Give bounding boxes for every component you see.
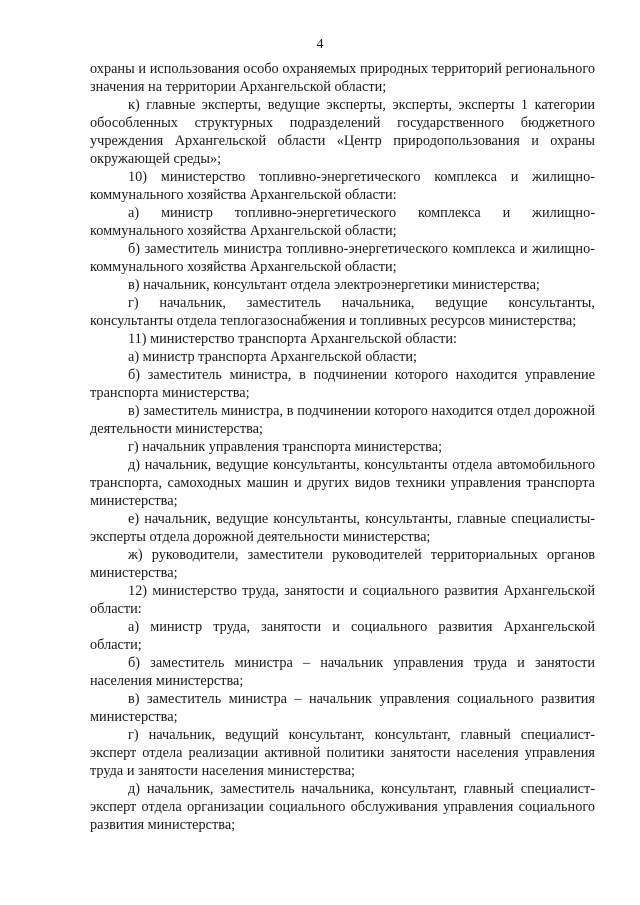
paragraph: а) министр топливно-энергетического комплекса и жилищно-коммунального хозяйства Архангельской области; — [90, 205, 595, 239]
paragraph: г) начальник, ведущий консультант, консультант, главный специалист-эксперт отдела реализации активной политики занятости населения управления труда и занятости населения министерства; — [90, 727, 595, 779]
paragraph: в) заместитель министра – начальник управления социального развития министерства; — [90, 691, 595, 725]
paragraph: а) министр труда, занятости и социального развития Архангельской области; — [90, 619, 595, 653]
paragraph: б) заместитель министра, в подчинении которого находится управление транспорта министерства; — [90, 367, 595, 401]
paragraph: охраны и использования особо охраняемых природных территорий регионального значения на территории Архангельской области; — [90, 61, 595, 95]
paragraph: ж) руководители, заместители руководителей территориальных органов министерства; — [90, 547, 595, 581]
paragraph: г) начальник управления транспорта министерства; — [128, 439, 443, 455]
paragraph: 10) министерство топливно-энергетического комплекса и жилищно-коммунального хозяйства Архангельской области: — [90, 169, 595, 203]
paragraph: г) начальник, заместитель начальника, ведущие консультанты, консультанты отдела теплогазоснабжения и топливных ресурсов министерства; — [90, 295, 595, 329]
page-number: 4 — [316, 37, 324, 52]
paragraph: б) заместитель министра – начальник управления труда и занятости населения министерства; — [90, 655, 595, 689]
paragraph: д) начальник, заместитель начальника, консультант, главный специалист-эксперт отдела организации социального обслуживания управления социального развития министерства; — [90, 781, 595, 833]
paragraph: 12) министерство труда, занятости и социального развития Архангельской области: — [90, 583, 595, 617]
paragraph: в) заместитель министра, в подчинении которого находится отдел дорожной деятельности министерства; — [90, 403, 595, 437]
paragraph: в) начальник, консультант отдела электроэнергетики министерства; — [128, 277, 540, 293]
paragraph: 11) министерство транспорта Архангельской области: — [128, 331, 457, 347]
paragraph: д) начальник, ведущие консультанты, консультанты отдела автомобильного транспорта, самоходных машин и других видов техники управления транспорта министерства; — [90, 457, 595, 509]
paragraph: к) главные эксперты, ведущие эксперты, эксперты, эксперты 1 категории обособленных структурных подразделений государственного бюджетного учреждения Архангельской области «Центр природопользования и охраны окружающей среды»; — [90, 97, 595, 167]
paragraph: а) министр транспорта Архангельской области; — [128, 349, 417, 365]
paragraph: б) заместитель министра топливно-энергетического комплекса и жилищно-коммунального хозяйства Архангельской области; — [90, 241, 595, 275]
document-body — [90, 60, 595, 834]
paragraph: е) начальник, ведущие консультанты, консультанты, главные специалисты-эксперты отдела дорожной деятельности министерства; — [90, 511, 595, 545]
